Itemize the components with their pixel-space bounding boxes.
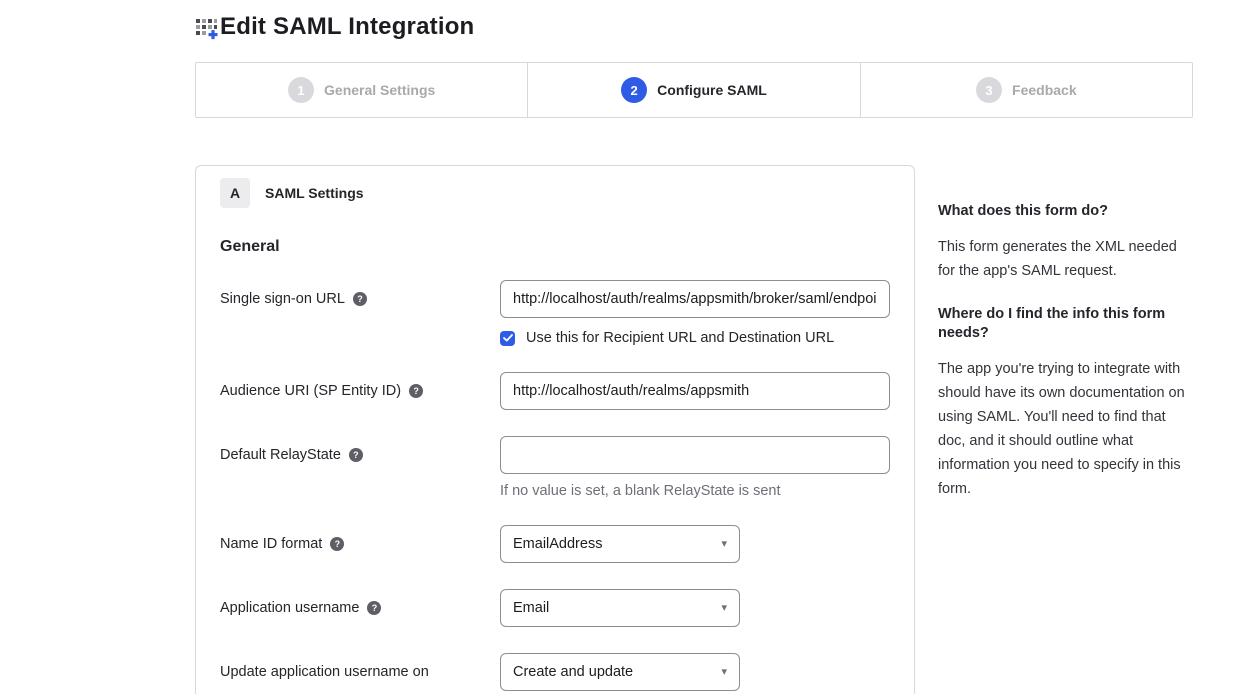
sso-url-label: Single sign-on URL ? — [220, 280, 500, 346]
step-label: General Settings — [324, 82, 436, 98]
chevron-down-icon: ▾ — [721, 665, 727, 678]
application-username-row — [220, 589, 890, 627]
select-value: Email — [513, 600, 550, 616]
default-relaystate-label: Default RelayState ? — [220, 436, 500, 499]
sso-url-row — [220, 280, 890, 346]
audience-uri-input[interactable] — [500, 372, 890, 410]
step-label: Configure SAML — [657, 82, 767, 98]
checkmark-icon[interactable] — [500, 331, 515, 346]
name-id-format-label: Name ID format ? — [220, 525, 500, 563]
help-question-1: What does this form do? — [938, 203, 1108, 219]
question-mark-icon[interactable]: ? — [409, 384, 423, 398]
section-badge: A — [220, 178, 250, 208]
step-feedback[interactable] — [860, 63, 1192, 117]
step-number-badge: 2 — [621, 77, 647, 103]
question-mark-icon[interactable]: ? — [330, 537, 344, 551]
grid-plus-icon — [195, 12, 219, 42]
general-section-heading: General — [220, 238, 280, 255]
page-title: Edit SAML Integration — [220, 13, 475, 40]
recipient-url-checkbox-label: Use this for Recipient URL and Destination URL — [526, 330, 835, 346]
sso-url-input[interactable] — [500, 280, 890, 318]
help-answer-2: The app you're trying to integrate with should have its own documentation on using SAML. You'll need to find that doc, and it should outline what information you need to specify in this form. — [938, 361, 1185, 497]
wizard-stepper — [195, 62, 1193, 118]
step-configure-saml[interactable] — [527, 63, 859, 117]
help-answer-1: This form generates the XML needed for the app's SAML request. — [938, 239, 1177, 279]
audience-uri-label: Audience URI (SP Entity ID) ? — [220, 372, 500, 410]
panel-header — [220, 178, 890, 208]
saml-settings-panel — [195, 165, 915, 694]
update-app-username-row — [220, 653, 890, 691]
help-sidebar — [938, 202, 1194, 523]
chevron-down-icon: ▾ — [721, 601, 727, 614]
name-id-format-row — [220, 525, 890, 563]
step-label: Feedback — [1012, 82, 1077, 98]
select-value: EmailAddress — [513, 536, 603, 552]
chevron-down-icon: ▾ — [721, 537, 727, 550]
question-mark-icon[interactable]: ? — [367, 601, 381, 615]
select-value: Create and update — [513, 664, 634, 680]
application-username-select[interactable] — [500, 589, 740, 627]
update-app-username-label: Update application username on — [220, 664, 429, 680]
name-id-format-select[interactable] — [500, 525, 740, 563]
default-relaystate-input[interactable] — [500, 436, 890, 474]
step-general-settings[interactable] — [196, 63, 527, 117]
application-username-label: Application username ? — [220, 589, 500, 627]
panel-title: SAML Settings — [265, 185, 364, 201]
recipient-url-checkbox-row[interactable] — [500, 330, 890, 346]
step-number-badge: 1 — [288, 77, 314, 103]
page-header — [195, 12, 474, 42]
update-app-username-select[interactable] — [500, 653, 740, 691]
audience-uri-row — [220, 372, 890, 410]
step-number-badge: 3 — [976, 77, 1002, 103]
default-relaystate-row — [220, 436, 890, 499]
relaystate-hint: If no value is set, a blank RelayState is sent — [500, 483, 781, 499]
question-mark-icon[interactable]: ? — [349, 448, 363, 462]
question-mark-icon[interactable]: ? — [353, 292, 367, 306]
help-question-2: Where do I find the info this form needs? — [938, 306, 1166, 341]
